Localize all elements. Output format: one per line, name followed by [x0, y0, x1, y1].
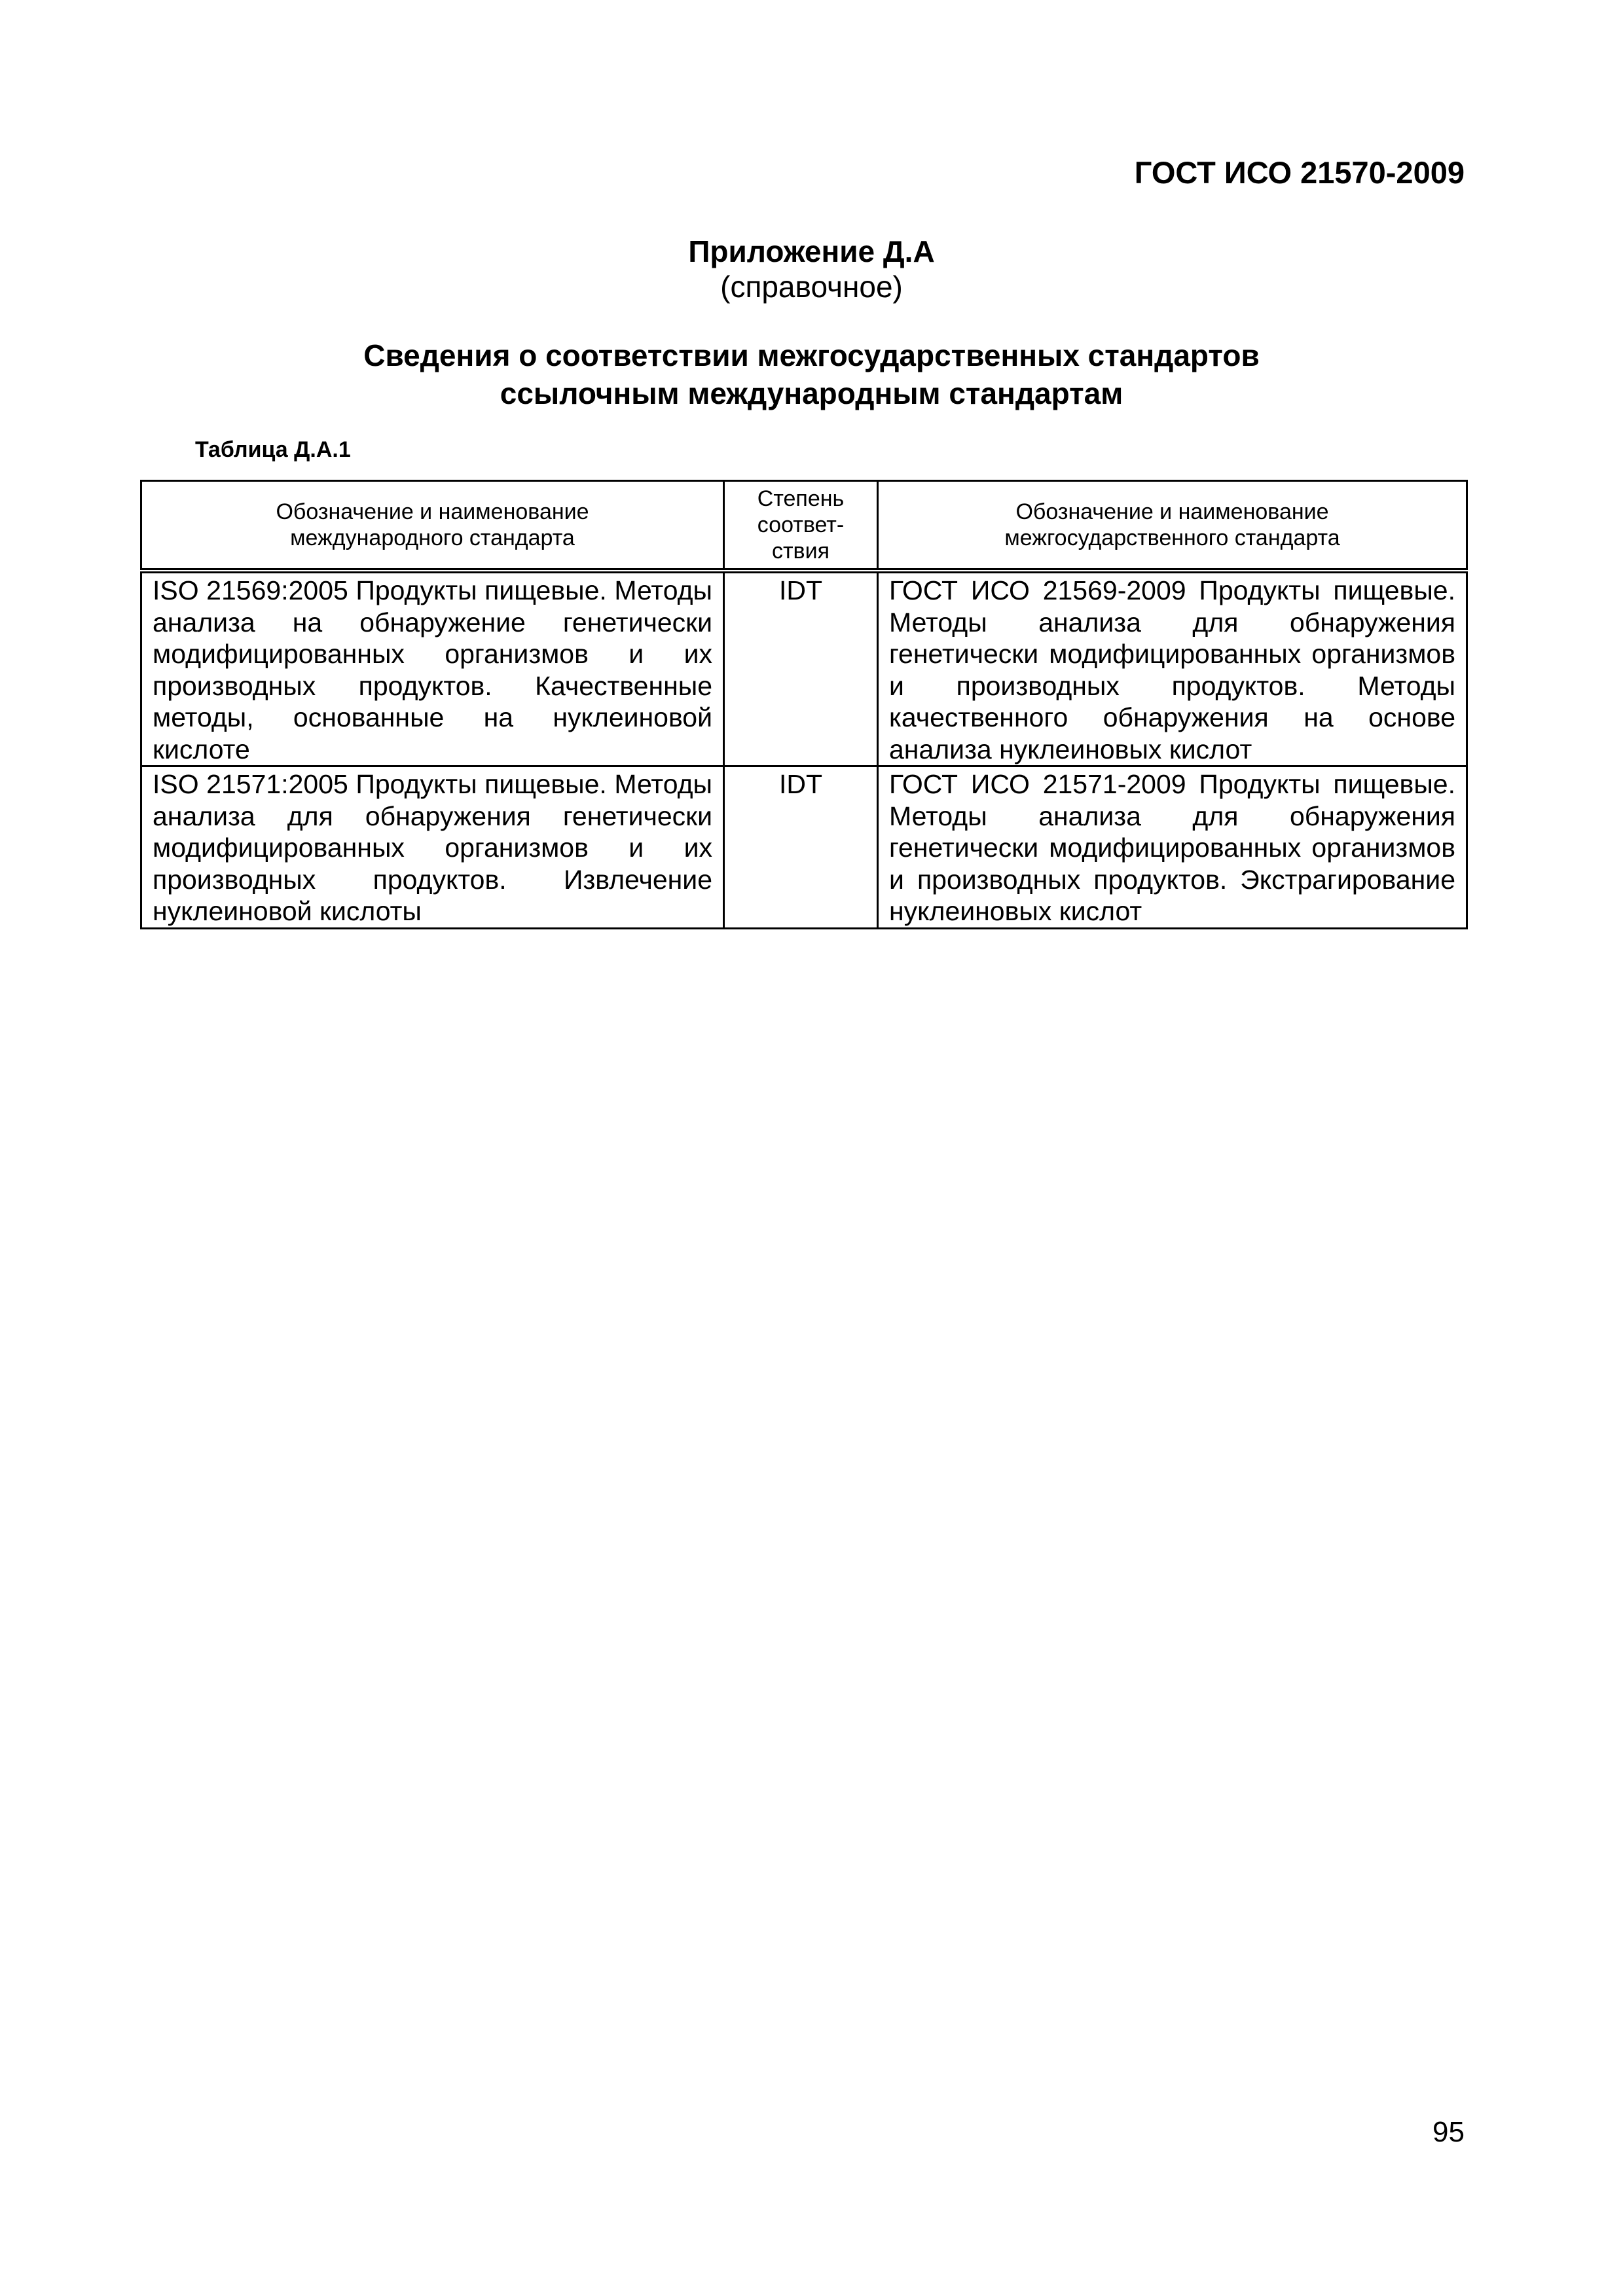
document-code: ГОСТ ИСО 21570-2009 [1134, 155, 1465, 190]
standards-correspondence-table [140, 480, 1468, 929]
section-heading [0, 336, 1623, 412]
page-number: 95 [1432, 2116, 1465, 2148]
international-standard-cell: ISO 21571:2005 Продукты пищевые. Методы анализа для обнаружения генетически модифицированных организмов и их производных продуктов. Извлечение нуклеиновой кислоты [141, 766, 724, 929]
interstate-standard-cell: ГОСТ ИСО 21569-2009 Продукты пищевые. Методы анализа для обнаружения генетически модифицированных организмов и производных продуктов. Методы качественного обнаружения на основе анализа нуклеиновых кислот [878, 571, 1467, 766]
annex-subtitle: (справочное) [720, 270, 903, 304]
international-standard-cell: ISO 21569:2005 Продукты пищевые. Методы анализа на обнаружение генетически модифицированных организмов и их производных продуктов. Качественные методы, основанные на нуклеиновой кислоте [141, 571, 724, 766]
degree-cell: IDT [724, 766, 878, 929]
header-international-standard: Обозначение и наименование международного стандарта [141, 481, 724, 571]
table-row [141, 571, 1467, 766]
annex-title: Приложение Д.А [688, 234, 935, 268]
header-degree-of-correspondence: Степень соответ- ствия [724, 481, 878, 571]
interstate-standard-cell: ГОСТ ИСО 21571-2009 Продукты пищевые. Методы анализа для обнаружения генетически модифицированных организмов и производных продуктов. Экстрагирование нуклеиновых кислот [878, 766, 1467, 929]
section-heading-line-2: ссылочным международным стандартам [500, 376, 1123, 410]
table-caption: Таблица Д.А.1 [195, 437, 351, 462]
degree-cell: IDT [724, 571, 878, 766]
section-heading-line-1: Сведения о соответствии межгосударственных стандартов [363, 338, 1260, 372]
table-row [141, 766, 1467, 929]
header-interstate-standard: Обозначение и наименование межгосударственного стандарта [878, 481, 1467, 571]
table-header-row [141, 481, 1467, 571]
